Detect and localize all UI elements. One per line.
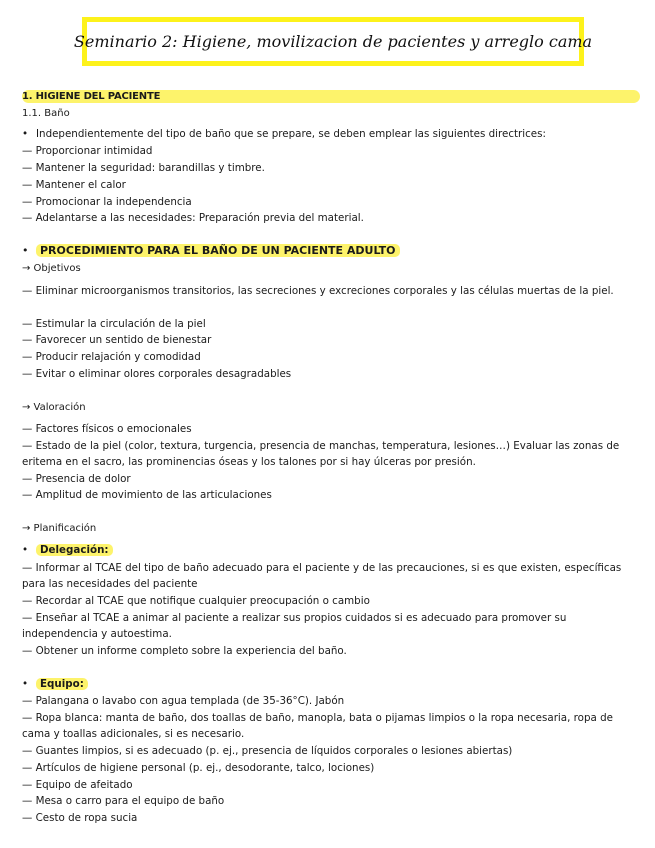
intro-text: Independientemente del tipo de baño que se prepare, se deben emplear las siguientes directrices: <box>36 128 546 140</box>
list-item: — Equipo de afeitado <box>22 779 133 791</box>
procedimiento-heading <box>22 244 400 258</box>
objetivos-heading: → Objetivos <box>22 263 81 274</box>
bullet-icon: • <box>22 678 29 690</box>
list-item: — Ropa blanca: manta de baño, dos toallas de baño, manopla, bata o pijamas limpios o la ropa necesaria, ropa de cama y toallas adicionales, si es necesario. <box>22 712 613 740</box>
list-item: — Enseñar al TCAE a animar al paciente a realizar sus propios cuidados si es adecuado para promover su independencia y autoestima. <box>22 612 567 640</box>
bullet-icon: • <box>22 128 29 140</box>
delegacion-label: Delegación: <box>36 544 113 556</box>
list-item: — Artículos de higiene personal (p. ej., desodorante, talco, lociones) <box>22 762 375 774</box>
subsection-heading-bano: 1.1. Baño <box>22 108 70 119</box>
intro-paragraph <box>22 127 546 141</box>
planificacion-heading: → Planificación <box>22 523 97 534</box>
list-item: — Promocionar la independencia <box>22 196 192 208</box>
list-item: — Mesa o carro para el equipo de baño <box>22 795 225 807</box>
list-item: — Factores físicos o emocionales <box>22 423 192 435</box>
list-item: — Informar al TCAE del tipo de baño adecuado para el paciente y de las precauciones, si es que existen, específicas para las necesidades del paciente <box>22 562 622 590</box>
list-item: — Guantes limpios, si es adecuado (p. ej., presencia de líquidos corporales o lesiones abiertas) <box>22 745 513 757</box>
list-item: — Mantener la seguridad: barandillas y timbre. <box>22 162 265 174</box>
list-item: — Amplitud de movimiento de las articulaciones <box>22 489 272 501</box>
bullet-icon: • <box>22 544 29 556</box>
delegacion-heading <box>22 543 113 557</box>
list-item: — Favorecer un sentido de bienestar <box>22 334 212 346</box>
equipo-heading <box>22 677 88 691</box>
equipo-label: Equipo: <box>36 678 88 690</box>
list-item: — Proporcionar intimidad <box>22 145 153 157</box>
list-item: — Cesto de ropa sucia <box>22 812 138 824</box>
list-item: — Palangana o lavabo con agua templada (de 35-36°C). Jabón <box>22 695 345 707</box>
list-item: — Adelantarse a las necesidades: Preparación previa del material. <box>22 212 364 224</box>
list-item: — Evitar o eliminar olores corporales desagradables <box>22 368 292 380</box>
list-item: — Estimular la circulación de la piel <box>22 318 206 330</box>
list-item: — Mantener el calor <box>22 179 126 191</box>
bullet-icon: • <box>22 244 29 257</box>
title-box <box>73 17 593 66</box>
list-item: — Obtener un informe completo sobre la experiencia del baño. <box>22 645 347 657</box>
list-item: — Eliminar microorganismos transitorios, las secreciones y excreciones corporales y las células muertas de la piel. <box>22 285 614 297</box>
list-item: — Presencia de dolor <box>22 473 131 485</box>
list-item: — Estado de la piel (color, textura, turgencia, presencia de manchas, temperatura, lesiones…) Evaluar las zonas de eritema en el sacro, las prominencias óseas y los talones por si hay úlceras por presión. <box>22 440 620 468</box>
page-title: Seminario 2: Higiene, movilizacion de pacientes y arreglo cama <box>73 32 593 51</box>
list-item: — Recordar al TCAE que notifique cualquier preocupación o cambio <box>22 595 370 607</box>
section-heading-higiene: 1. HIGIENE DEL PACIENTE <box>22 91 161 102</box>
list-item: — Producir relajación y comodidad <box>22 351 201 363</box>
valoracion-heading: → Valoración <box>22 402 86 413</box>
procedimiento-label: PROCEDIMIENTO PARA EL BAÑO DE UN PACIENTE ADULTO <box>36 244 400 257</box>
